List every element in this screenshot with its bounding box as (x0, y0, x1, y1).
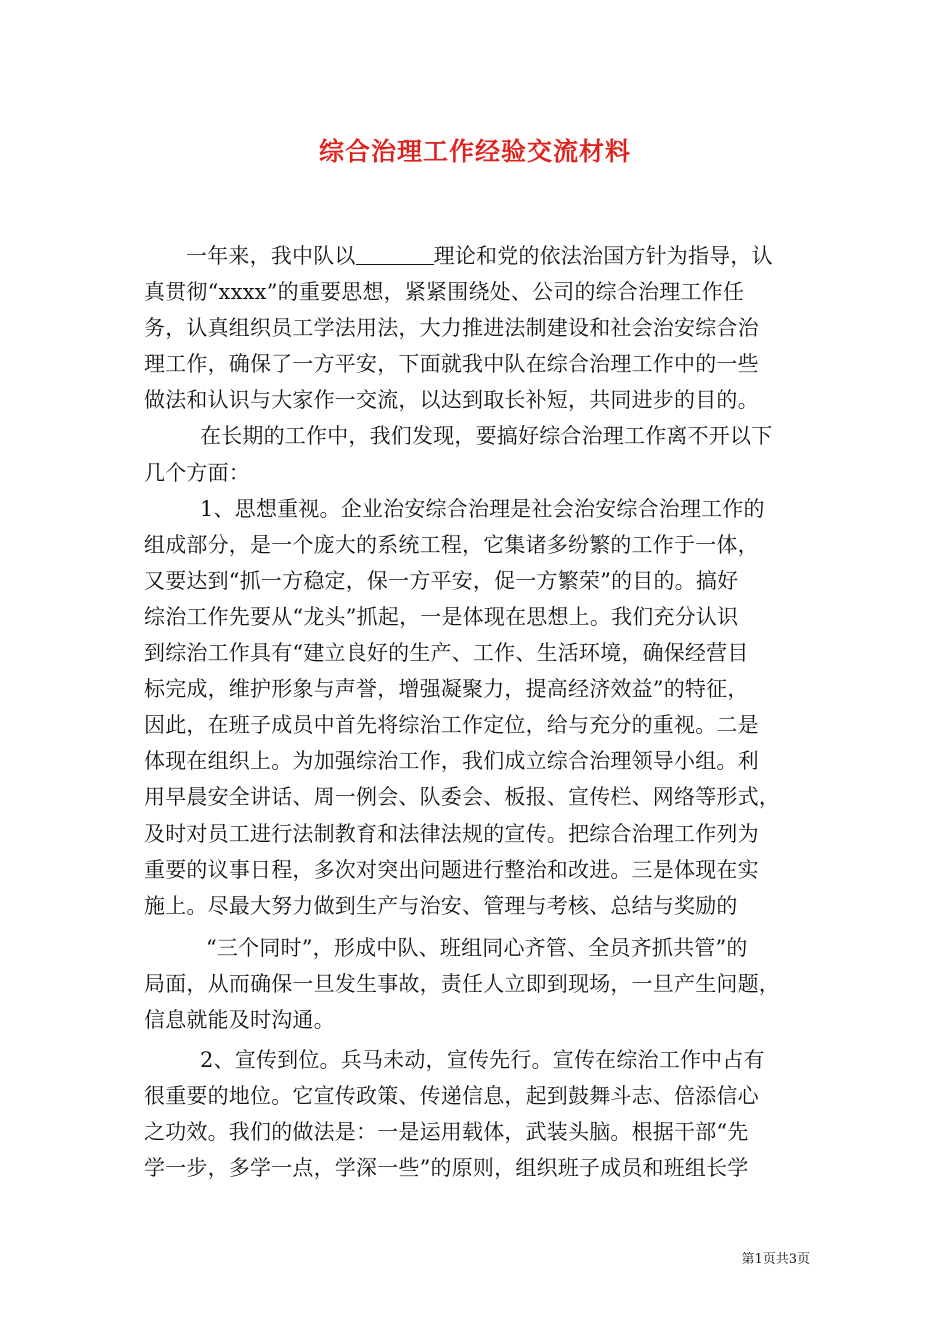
paragraph-line: 重要的议事日程，多次对突出问题进行整治和改进。三是体现在实 (144, 857, 759, 882)
paragraph-line: 几个方面： (144, 460, 250, 485)
paragraph-line: 之功效。我们的做法是：一是运用载体，武装头脑。根据干部“先 (144, 1120, 749, 1145)
paragraph-line: 务，认真组织员工学法用法，大力推进法制建设和社会治安综合治 (144, 316, 759, 341)
paragraph-line: 及时对员工进行法制教育和法律法规的宣传。把综合治理工作列为 (144, 821, 759, 846)
paragraph-line: 做法和认识与大家作一交流，以达到取长补短，共同进步的目的。 (144, 388, 759, 413)
paragraph-line: 很重要的地位。它宣传政策、传递信息，起到鼓舞斗志、倍添信心 (144, 1084, 759, 1109)
paragraph-line: “三个同时”，形成中队、班组同心齐管、全员齐抓共管”的 (206, 935, 748, 960)
paragraph-line: 2、宣传到位。兵马未动，宣传先行。宣传在综治工作中占有 (200, 1048, 765, 1073)
paragraph-line: 体现在组织上。为加强综治工作，我们成立综合治理领导小组。利 (144, 749, 759, 774)
paragraph-line: 在长期的工作中，我们发现，要搞好综合治理工作离不开以下 (200, 424, 773, 449)
paragraph-line: 理工作，确保了一方平安，下面就我中队在综合治理工作中的一些 (144, 352, 759, 377)
paragraph-line (144, 238, 824, 274)
paragraph-line: 到综治工作具有“建立良好的生产、工作、生活环境，确保经营目 (144, 641, 749, 666)
text-segment: 一年来，我中队以 (186, 244, 356, 268)
paragraph-line: 又要达到“抓一方稳定，保一方平安，促一方繁荣”的目的。搞好 (144, 568, 739, 593)
paragraph-line: 施上。尽最大努力做到生产与治安、管理与考核、总结与奖励的 (144, 893, 738, 918)
paragraph-line: 学一步，多学一点，学深一些”的原则，组织班子成员和班组长学 (144, 1156, 749, 1181)
paragraph-line: 用早晨安全讲话、周一例会、队委会、板报、宣传栏、网络等形式， (144, 785, 780, 810)
paragraph-line: 真贯彻“xxxx”的重要思想，紧紧围绕处、公司的综合治理工作任 (144, 280, 745, 305)
paragraph-line: 信息就能及时沟通。 (144, 1007, 335, 1032)
paragraph-line: 标完成，维护形象与声誉，增强凝聚力，提高经济效益”的特征， (144, 677, 749, 702)
fill-in-blank (356, 244, 434, 265)
paragraph-line: 1、思想重视。企业治安综合治理是社会治安综合治理工作的 (200, 496, 765, 521)
paragraph-line: 组成部分，是一个庞大的系统工程，它集诸多纷繁的工作于一体， (144, 532, 759, 557)
document-body (144, 238, 824, 1186)
text-segment: 理论和党的依法治国方针为指导，认 (433, 244, 773, 268)
document-title: 综合治理工作经验交流材料 (318, 137, 631, 166)
paragraph-line: 综治工作先要从“龙头”抓起，一是体现在思想上。我们充分认识 (144, 604, 739, 629)
page-number: 第1页共3页 (741, 1252, 810, 1267)
paragraph-line: 局面，从而确保一旦发生事故，责任人立即到现场，一旦产生问题， (144, 971, 780, 996)
paragraph-line: 因此，在班子成员中首先将综治工作定位，给与充分的重视。二是 (144, 713, 759, 738)
